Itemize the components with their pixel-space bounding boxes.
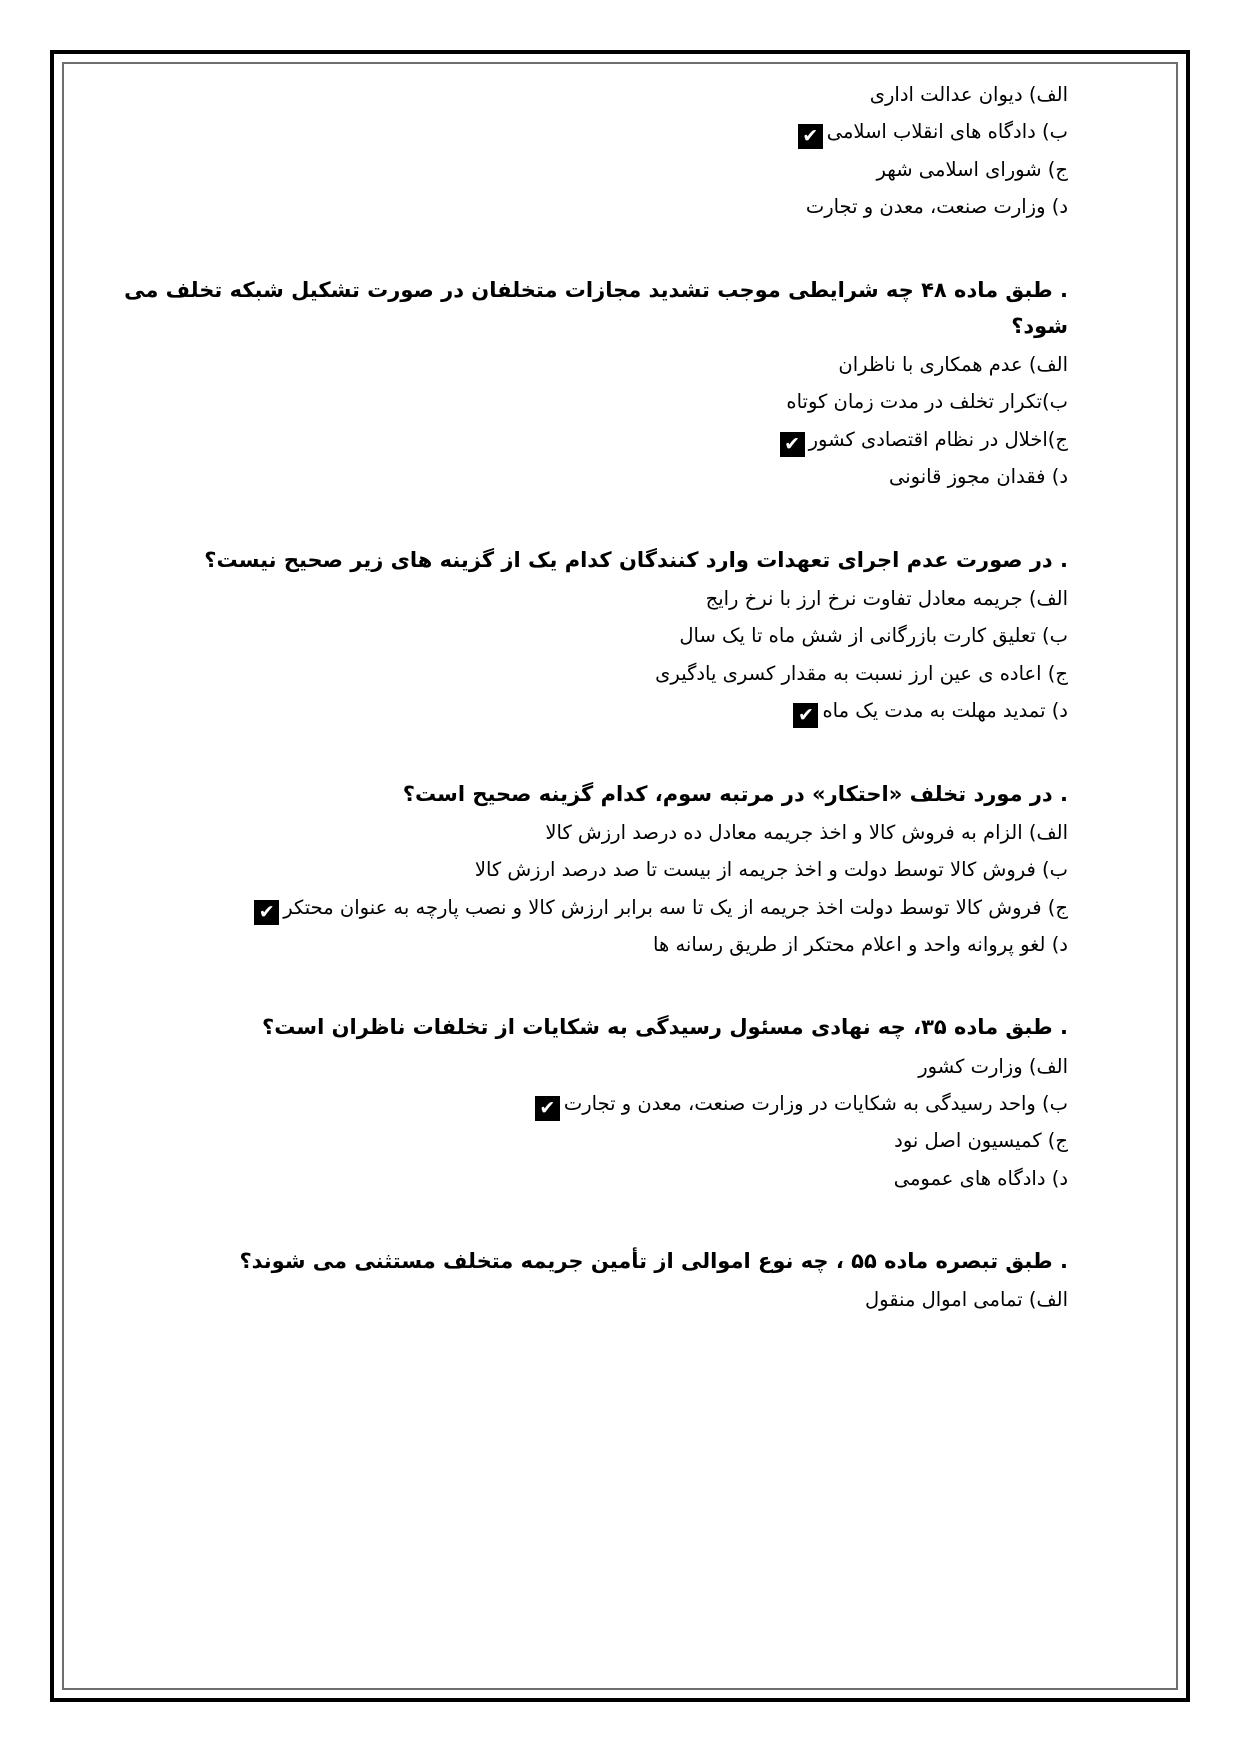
question-block bbox=[72, 776, 1068, 964]
answer-option[interactable] bbox=[72, 851, 1068, 888]
answer-option-label: ب) واحد رسیدگی به شکایات در وزارت صنعت، معدن و تجارت bbox=[563, 1091, 1068, 1115]
question-block bbox=[72, 1243, 1068, 1319]
answer-option[interactable] bbox=[72, 655, 1068, 692]
answer-option[interactable] bbox=[72, 692, 1068, 729]
answer-option[interactable] bbox=[72, 421, 1068, 458]
answer-option-label: د) وزارت صنعت، معدن و تجارت bbox=[805, 195, 1068, 219]
question-stem: . در صورت عدم اجرای تعهدات وارد کنندگان کدام یک از گزینه های زیر صحیح نیست؟ bbox=[204, 547, 1068, 572]
answer-option[interactable] bbox=[72, 1122, 1068, 1159]
answer-option-label: ج)اخلال در نظام اقتصادی کشور bbox=[808, 427, 1068, 451]
answer-option-label: الف) جریمه معادل تفاوت نرخ ارز با نرخ رایج bbox=[705, 586, 1068, 610]
answer-option-label: ج) فروش کالا توسط دولت اخذ جریمه از یک تا سه برابر ارزش کالا و نصب پارچه به عنوان محتکر bbox=[283, 895, 1068, 919]
block-spacer bbox=[72, 730, 1068, 776]
answer-option-label: ب) دادگاه های انقلاب اسلامی bbox=[826, 120, 1068, 144]
answer-option[interactable] bbox=[72, 346, 1068, 383]
answer-option-label: د) تمدید مهلت به مدت یک ماه bbox=[822, 699, 1068, 723]
checkmark-icon[interactable]: ✔ bbox=[798, 124, 823, 149]
answer-option-label: الف) تمامی اموال منقول bbox=[864, 1288, 1068, 1312]
answer-option[interactable] bbox=[72, 1281, 1068, 1318]
answer-option-label: الف) دیوان عدالت اداری bbox=[869, 83, 1068, 106]
answer-option[interactable] bbox=[72, 617, 1068, 654]
answer-option-label: د) فقدان مجوز قانونی bbox=[888, 465, 1068, 489]
question-stem: . در مورد تخلف «احتکار» در مرتبه سوم، کدام گزینه صحیح است؟ bbox=[402, 781, 1068, 806]
document-content bbox=[72, 76, 1068, 1319]
answer-option-label: ج) شورای اسلامی شهر bbox=[876, 157, 1068, 181]
answer-option-label: ب) فروش کالا توسط دولت و اخذ جریمه از بیست تا صد درصد ارزش کالا bbox=[474, 858, 1068, 882]
answer-option[interactable] bbox=[72, 580, 1068, 617]
block-spacer bbox=[72, 1197, 1068, 1243]
answer-option-label: الف) عدم همکاری با ناظران bbox=[838, 352, 1068, 376]
checkmark-icon[interactable]: ✔ bbox=[780, 432, 805, 457]
question-stem: . طبق تبصره ماده ۵۵ ، چه نوع اموالی از تأمین جریمه متخلف مستثنی می شوند؟ bbox=[239, 1249, 1068, 1274]
block-spacer bbox=[72, 496, 1068, 542]
question-block bbox=[72, 542, 1068, 730]
answer-option-label: ب) تعلیق کارت بازرگانی از شش ماه تا یک سال bbox=[679, 624, 1068, 648]
question-block bbox=[72, 1009, 1068, 1197]
answer-option[interactable] bbox=[72, 1160, 1068, 1197]
answer-option-label: الف) وزارت کشور bbox=[918, 1054, 1068, 1078]
checkmark-icon[interactable]: ✔ bbox=[254, 900, 279, 925]
answer-option[interactable] bbox=[72, 188, 1068, 225]
answer-option-label: ج) اعاده ی عین ارز نسبت به مقدار کسری یادگیری bbox=[655, 661, 1068, 685]
answer-option[interactable] bbox=[72, 889, 1068, 926]
answer-option-label: ب)تکرار تخلف در مدت زمان کوتاه bbox=[786, 390, 1068, 414]
block-spacer bbox=[72, 963, 1068, 1009]
answer-option[interactable] bbox=[72, 926, 1068, 963]
question-stem: . طبق ماده ۳۵، چه نهادی مسئول رسیدگی به شکایات از تخلفات ناظران است؟ bbox=[262, 1015, 1068, 1040]
question-stem: . طبق ماده ۴۸ چه شرایطی موجب تشدید مجازات متخلفان در صورت تشکیل شبکه تخلف می شود؟ bbox=[124, 277, 1068, 338]
checkmark-icon[interactable]: ✔ bbox=[535, 1096, 560, 1121]
answer-option-label: د) دادگاه های عمومی bbox=[893, 1166, 1068, 1190]
answer-option[interactable] bbox=[72, 458, 1068, 495]
answer-option[interactable] bbox=[72, 383, 1068, 420]
question-block bbox=[72, 76, 1068, 226]
answer-option-label: ج) کمیسیون اصل نود bbox=[894, 1129, 1068, 1153]
question-block bbox=[72, 272, 1068, 496]
answer-option[interactable] bbox=[72, 76, 1068, 113]
answer-option[interactable] bbox=[72, 113, 1068, 150]
answer-option-label: الف) الزام به فروش کالا و اخذ جریمه معادل ده درصد ارزش کالا bbox=[545, 820, 1068, 844]
answer-option[interactable] bbox=[72, 1085, 1068, 1122]
checkmark-icon[interactable]: ✔ bbox=[793, 703, 818, 728]
answer-option[interactable] bbox=[72, 1048, 1068, 1085]
answer-option[interactable] bbox=[72, 151, 1068, 188]
block-spacer bbox=[72, 226, 1068, 272]
answer-option[interactable] bbox=[72, 814, 1068, 851]
answer-option-label: د) لغو پروانه واحد و اعلام محتکر از طریق رسانه ها bbox=[653, 933, 1068, 956]
